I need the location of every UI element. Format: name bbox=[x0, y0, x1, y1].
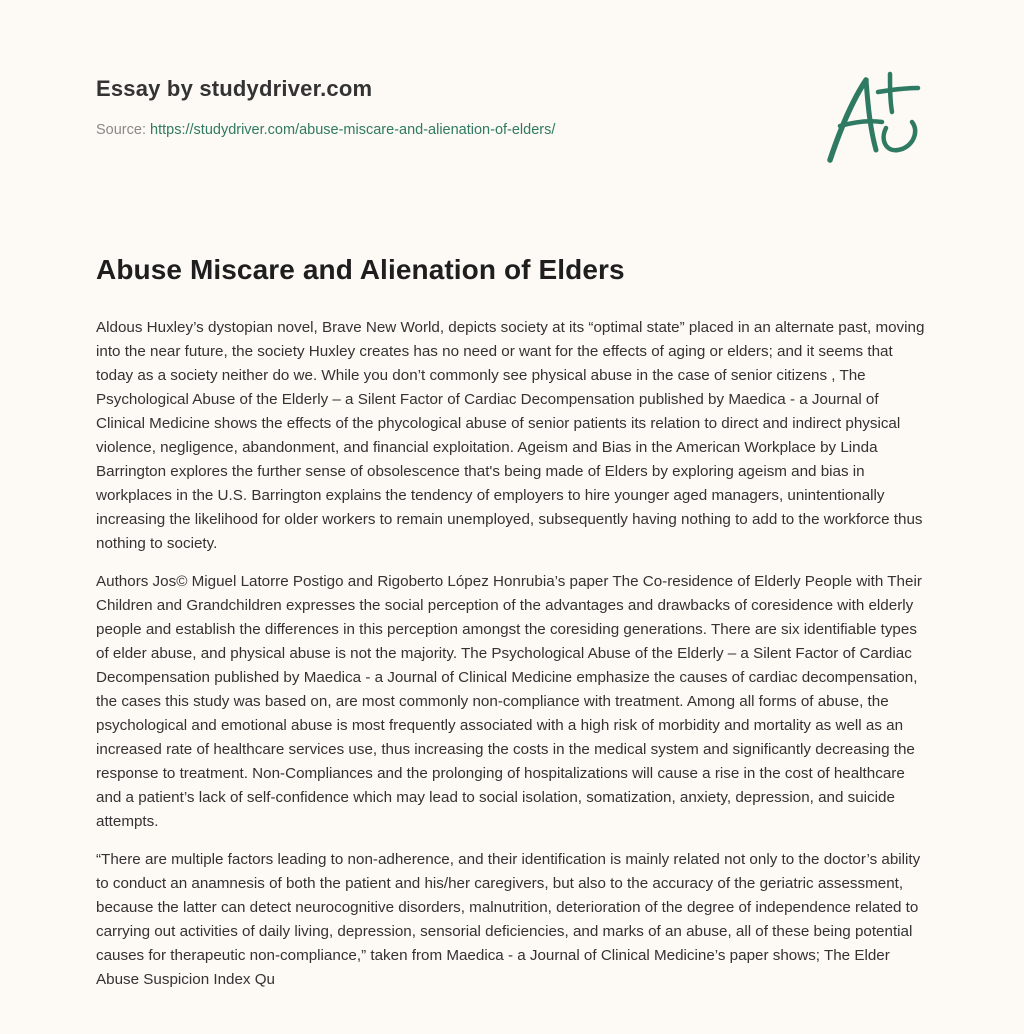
page-header bbox=[96, 70, 796, 138]
essay-title: Abuse Miscare and Alienation of Elders bbox=[96, 254, 625, 285]
essay-paragraph: Aldous Huxley’s dystopian novel, Brave New World, depicts society at its “optimal state” placed in an alternate past, moving into the near future, the society Huxley creates has no need or want for the effects of aging or elders; and it seems that today as a society neither do we. While you don’t commonly see physical abuse in the case of senior citizens , The Psychological Abuse of the Elderly – a Silent Factor of Cardiac Decompensation published by Maedica - a Journal of Clinical Medicine shows the effects of the phycological abuse of senior patients its relation to direct and indirect physical violence, negligence, abandonment, and financial exploitation. Ageism and Bias in the American Workplace by Linda Barrington explores the further sense of obsolescence that's being made of Elders by exploring ageism and bias in workplaces in the U.S. Barrington explains the tendency of employers to hire younger aged managers, unintentionally increasing the likelihood for older workers to remain unemployed, subsequently having nothing to add to the workforce thus nothing to society. bbox=[96, 319, 925, 552]
a-plus-logo-icon bbox=[822, 66, 932, 166]
essay-body bbox=[96, 316, 930, 1006]
source-line bbox=[96, 122, 796, 138]
source-label: Source: bbox=[96, 122, 146, 138]
source-link[interactable]: https://studydriver.com/abuse-miscare-and-alienation-of-elders/ bbox=[150, 122, 556, 138]
essay-paragraph: Authors Jos© Miguel Latorre Postigo and Rigoberto López Honrubia’s paper The Co-residence of Elderly People with Their Children and Grandchildren expresses the social perception of the advantages and drawbacks of coresidence with elderly people and establish the differences in this perception amongst the coresiding generations. There are six identifiable types of elder abuse, and physical abuse is not the majority. The Psychological Abuse of the Elderly – a Silent Factor of Cardiac Decompensation published by Maedica - a Journal of Clinical Medicine emphasize the causes of cardiac decompensation, the cases this study was based on, are most commonly non-compliance with treatment. Among all forms of abuse, the psychological and emotional abuse is most frequently associated with a high risk of morbidity and mortality as well as an increased rate of healthcare services use, thus increasing the costs in the medical system and significantly decreasing the response to treatment. Non-Compliances and the prolonging of hospitalizations will cause a rise in the cost of healthcare and a patient’s lack of self-confidence which may lead to social isolation, somatization, anxiety, depression, and suicide attempts. bbox=[96, 573, 922, 830]
site-brand: Essay by studydriver.com bbox=[96, 76, 373, 101]
essay-paragraph: “There are multiple factors leading to non-adherence, and their identification is mainly related not only to the doctor’s ability to conduct an anamnesis of both the patient and his/her caregivers, but also to the accuracy of the geriatric assessment, because the latter can detect neurocognitive disorders, malnutrition, deterioration of the degree of independence related to carrying out activities of daily living, depression, sensorial deficiencies, and marks of an abuse, all of these being potential causes for therapeutic non-compliance,” taken from Maedica - a Journal of Clinical Medicine’s paper shows; The Elder Abuse Suspicion Index Qu bbox=[96, 851, 921, 988]
